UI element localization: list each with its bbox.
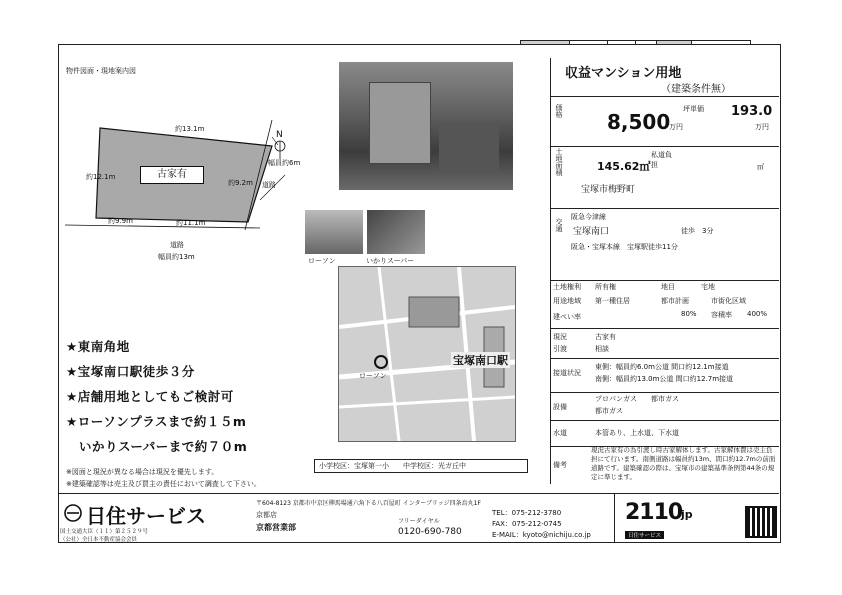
brand-suffix: jp — [681, 508, 693, 521]
school-elementary: 小学校区：宝塚第一小 — [319, 462, 389, 470]
branch-name: 京都営業部 — [256, 523, 296, 532]
north-arrow-icon — [272, 140, 288, 160]
dim-bottom-right: 約11.1m — [176, 219, 206, 227]
access-walk: 徒歩 3分 — [681, 227, 714, 235]
feature-5: いかりスーパーまで約７０m — [66, 439, 248, 454]
land-area-label: 土地面積 — [555, 148, 563, 176]
north-label: N — [276, 130, 283, 140]
tsubo-label: 坪単価 — [683, 105, 704, 113]
price-value: 8,500 — [607, 110, 671, 134]
road-bottom-width: 幅員約13m — [158, 253, 195, 261]
far-label: 容積率 — [711, 311, 732, 319]
station-label: 宝塚南口駅 — [453, 354, 508, 367]
company-address: 〒604-8123 京都市中京区柳馬場通六角下る八百屋町 インターブリッジ四条烏丸1F — [256, 500, 481, 507]
property-type: 収益マンション用地 — [565, 66, 682, 81]
facilities-value2: 都市ガス — [651, 395, 679, 403]
city-planning-label: 都市計画 — [661, 297, 689, 305]
location-value: 宝塚市梅野町 — [581, 185, 636, 195]
building-label: 古家有 — [140, 166, 204, 184]
brand-logo: 2110 — [625, 500, 683, 525]
feature-3: ★店舗用地としてもご検討可 — [66, 389, 234, 404]
land-area-value: 145.62㎡ — [597, 160, 651, 173]
school-box — [314, 459, 528, 473]
private-road-label: 私道負担 — [651, 151, 672, 169]
land-rights-label: 土地権利 — [553, 283, 581, 291]
facilities-label: 設備 — [553, 403, 567, 411]
tsubo-value: 193.0 — [731, 104, 773, 119]
land-category-value: 宅地 — [701, 283, 715, 291]
access-line1: 阪急今津線 — [571, 213, 606, 221]
road-value2: 南側：幅員約13.0m公道 間口約12.7m接道 — [595, 375, 734, 383]
school-junior: 中学校区：光ガ丘中 — [403, 462, 466, 470]
coverage-value: 80% — [681, 310, 697, 318]
road-edge-south — [65, 225, 260, 228]
status-label: 現況 — [553, 333, 567, 341]
note-2: ※建築確認等は売主及び買主の責任において調査して下さい。 — [66, 480, 261, 488]
brand-box — [614, 494, 779, 543]
lawson-photo — [305, 210, 363, 254]
coverage-label: 建ぺい率 — [553, 313, 581, 321]
private-road-value: ㎡ — [757, 163, 764, 171]
company-logo-icon — [64, 504, 82, 522]
remarks-value: 現況古家有の為引渡し時古家解体します。古家解体費は売主負担にて行います。南側道路は幅員約13m、間口約12.7mの前面道路です。建築確認の際は、宝塚市の建築基準条例第44条の規定に準じます。 — [591, 446, 776, 481]
license-2: （公社）全日本不動産協会会員 — [60, 537, 138, 543]
city-planning-value: 市街化区域 — [711, 297, 746, 305]
map-caption: 物件図面・現地案内図 — [66, 67, 136, 75]
status-value: 古家有 — [595, 333, 616, 341]
map-landmark: ローソン — [359, 372, 387, 380]
tel: TEL：075-212-3780 — [492, 509, 562, 517]
freedial-number: 0120-690-780 — [398, 527, 462, 537]
ikari-photo — [367, 210, 425, 254]
email: E-MAIL：kyoto@nichiju.co.jp — [492, 531, 591, 539]
qr-code-icon — [745, 506, 777, 538]
license-1: 国土交通大臣（１１）第２５２９号 — [60, 529, 149, 535]
water-value: 本管あり、上水道、下水道 — [595, 429, 679, 437]
facilities-value3: 都市ガス — [595, 407, 623, 415]
brand-tag: 日住サービス — [625, 531, 664, 539]
feature-2: ★宝塚南口駅徒歩３分 — [66, 364, 195, 379]
delivery-value: 相談 — [595, 345, 609, 353]
access-station: 宝塚南口 — [573, 227, 610, 237]
price-label: 価格 — [555, 104, 563, 118]
land-rights-value: 所有権 — [595, 283, 616, 291]
road-right-label: 道路 — [262, 181, 276, 189]
note-1: ※図面と現況が異なる場合は現況を優先します。 — [66, 468, 219, 476]
property-table — [550, 58, 779, 484]
fax: FAX：075-212-0745 — [492, 520, 562, 528]
road-right-width: 幅員約6m — [268, 159, 301, 167]
access-label: 交通 — [555, 218, 563, 232]
zoning-label: 用途地域 — [553, 297, 581, 305]
land-category-label: 地目 — [661, 283, 675, 291]
dim-left: 約12.1m — [86, 173, 116, 181]
far-value: 400% — [747, 310, 768, 318]
access-line2: 阪急・宝塚本線 宝塚駅徒歩11分 — [571, 243, 678, 251]
feature-4: ★ローソンプラスまで約１５m — [66, 414, 247, 429]
remarks-label: 備考 — [553, 461, 567, 469]
photo-caption-lawson: ローソン — [308, 257, 336, 265]
water-label: 水道 — [553, 429, 567, 437]
zoning-value: 第一種住居 — [595, 297, 630, 305]
dim-top: 約13.1m — [175, 125, 205, 133]
photo-caption-ikari: いかりスーパー — [366, 257, 415, 265]
company-name: 日住サービス — [86, 504, 206, 528]
footer — [58, 493, 779, 544]
building-photo — [339, 62, 513, 190]
store-label: 京都店 — [256, 511, 277, 519]
road-bottom-label: 道路 — [170, 241, 184, 249]
price-unit: 万円 — [669, 123, 683, 131]
property-condition: （建築条件無） — [661, 84, 731, 95]
dim-bottom-left: 約9.9m — [108, 217, 133, 225]
street-map — [338, 266, 516, 442]
road-label: 接道状況 — [553, 369, 581, 377]
dim-right: 約9.2m — [228, 179, 253, 187]
facilities-value1: プロパンガス — [595, 395, 637, 403]
delivery-label: 引渡 — [553, 345, 567, 353]
tsubo-unit: 万円 — [755, 123, 769, 131]
road-value1: 東側：幅員約6.0m公道 間口約12.1m接道 — [595, 363, 729, 371]
feature-1: ★東南角地 — [66, 339, 130, 354]
freedial-label: フリーダイヤル — [398, 518, 440, 525]
